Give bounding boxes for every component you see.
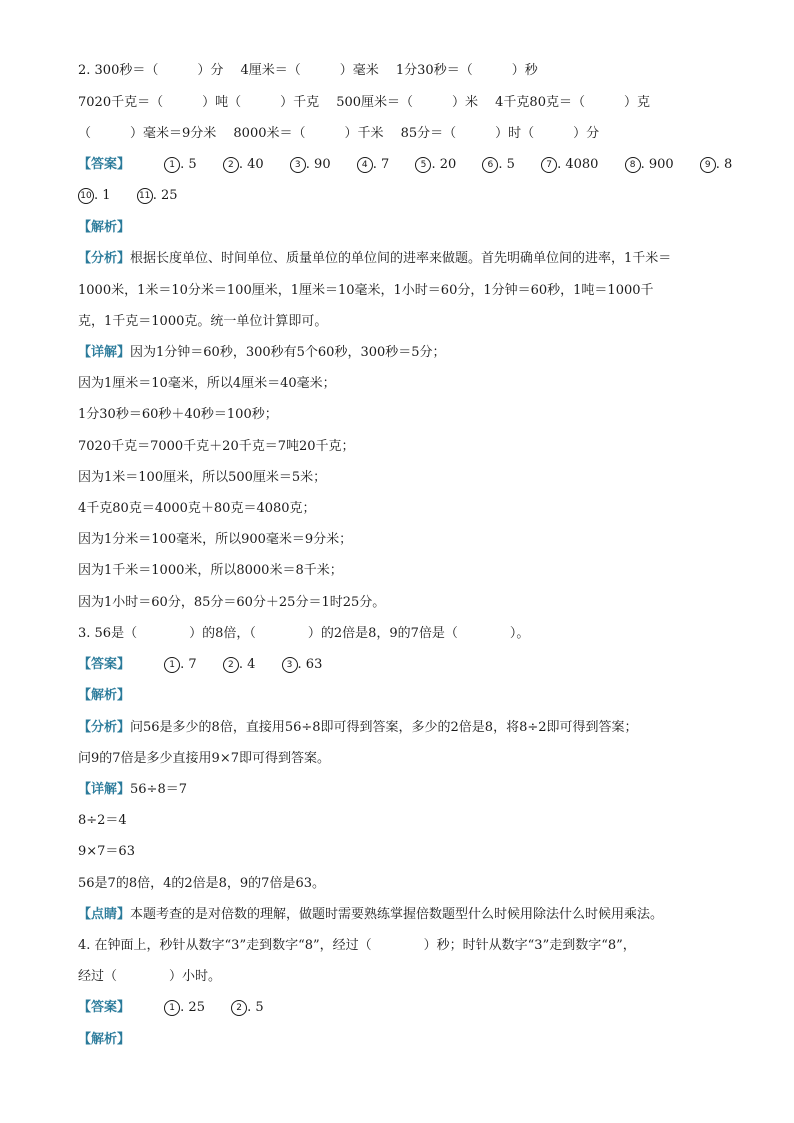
analysis-label: 【分析】 — [78, 720, 131, 735]
circle-number-icon: 8 — [625, 157, 641, 173]
detail-line: 【详解】56÷8＝7 — [78, 782, 187, 797]
answer-item: 4 . 7 — [357, 156, 390, 174]
answer-item: 11 . 25 — [137, 187, 178, 205]
answer-item: 8 . 900 — [625, 156, 674, 174]
answer-item: 9 . 8 — [700, 156, 733, 174]
analysis-line: 克，1千克＝1000克。统一单位计算即可。 — [78, 314, 328, 329]
circle-number-icon: 5 — [415, 157, 431, 173]
answer-label: 【答案】 — [78, 1000, 131, 1015]
q3-answer-row — [78, 656, 728, 674]
analysis-line: 1000米，1米＝10分米＝100厘米，1厘米＝10毫米，1小时＝60分，1分钟＝60秒，1吨＝1000千 — [78, 283, 654, 298]
answer-item: 1 . 5 — [164, 156, 197, 174]
circle-number-icon: 3 — [290, 157, 306, 173]
detail-label: 【详解】 — [78, 345, 131, 360]
circle-number-icon: 2 — [223, 657, 239, 673]
circle-number-icon: 9 — [700, 157, 716, 173]
answer-label: 【答案】 — [78, 657, 131, 672]
detail-line: 【详解】因为1分钟＝60秒，300秒有5个60秒，300秒＝5分； — [78, 345, 446, 360]
answer-item: 10 . 1 — [78, 187, 111, 205]
analysis-line: 【分析】根据长度单位、时间单位、质量单位的单位间的进率来做题。首先明确单位间的进率，1千米＝ — [78, 251, 672, 266]
q3-line-1: 3. 56是（ ）的8倍，（ ）的2倍是8，9的7倍是（ ）。 — [78, 626, 530, 641]
detail-line: 4千克80克＝4000克＋80克＝4080克； — [78, 501, 316, 516]
answer-item: 1 . 7 — [164, 656, 197, 674]
detail-line: 1分30秒＝60秒＋40秒＝100秒； — [78, 407, 278, 422]
detail-label: 【详解】 — [78, 782, 131, 797]
answer-item: 3 . 63 — [282, 656, 323, 674]
detail-line: 因为1厘米＝10毫米，所以4厘米＝40毫米； — [78, 376, 336, 391]
detail-line: 因为1分米＝100毫米，所以900毫米＝9分米； — [78, 532, 353, 547]
analysis-line: 【分析】问56是多少的8倍，直接用56÷8即可得到答案，多少的2倍是8，将8÷2即可得到答案； — [78, 720, 638, 735]
answer-item: 2 . 40 — [223, 156, 264, 174]
detail-line: 因为1小时＝60分，85分＝60分＋25分＝1时25分。 — [78, 595, 386, 610]
circle-number-icon: 6 — [482, 157, 498, 173]
answer-item: 3 . 90 — [290, 156, 331, 174]
q2-line-2: 7020千克＝（ ）吨（ ）千克 500厘米＝（ ）米 4千克80克＝（ ）克 — [78, 95, 650, 110]
tip-label: 【点睛】 — [78, 907, 131, 922]
answer-item: 1 . 25 — [164, 999, 205, 1017]
detail-line: 因为1米＝100厘米，所以500厘米＝5米； — [78, 470, 327, 485]
answer-item: 5 . 20 — [415, 156, 456, 174]
circle-number-icon: 1 — [164, 157, 180, 173]
circle-number-icon: 4 — [357, 157, 373, 173]
answer-item: 2 . 4 — [223, 656, 256, 674]
q4-answer-row — [78, 999, 728, 1017]
q4-line-1: 4. 在钟面上，秒针从数字“3”走到数字“8”，经过（ ）秒；时针从数字“3”走到数字“8”， — [78, 938, 636, 953]
circle-number-icon: 10 — [78, 188, 94, 204]
detail-line: 9×7＝63 — [78, 844, 135, 859]
q2-answer-row-1 — [78, 156, 733, 174]
circle-number-icon: 3 — [282, 657, 298, 673]
circle-number-icon: 2 — [223, 157, 239, 173]
analysis-line: 问9的7倍是多少直接用9×7即可得到答案。 — [78, 751, 330, 766]
answer-item: 2 . 5 — [231, 999, 264, 1017]
detail-line: 8÷2＝4 — [78, 813, 127, 828]
circle-number-icon: 11 — [137, 188, 153, 204]
answer-item: 6 . 5 — [482, 156, 515, 174]
analysis-label: 【分析】 — [78, 251, 131, 266]
q2-line-1: 2. 300秒＝（ ）分 4厘米＝（ ）毫米 1分30秒＝（ ）秒 — [78, 63, 538, 78]
tip-line: 【点睛】本题考查的是对倍数的理解，做题时需要熟练掌握倍数题型什么时候用除法什么时候用乘法。 — [78, 907, 664, 922]
answer-label: 【答案】 — [78, 157, 131, 172]
detail-line: 因为1千米＝1000米，所以8000米＝8千米； — [78, 563, 343, 578]
detail-line: 7020千克＝7000千克＋20千克＝7吨20千克； — [78, 439, 355, 454]
jiexi-label: 【解析】 — [78, 688, 131, 703]
q2-answer-row-2 — [78, 187, 728, 205]
detail-line: 56是7的8倍，4的2倍是8，9的7倍是63。 — [78, 876, 325, 891]
q4-line-2: 经过（ ）小时。 — [78, 969, 222, 984]
answer-item: 7 . 4080 — [541, 156, 598, 174]
q2-line-3: （ ）毫米＝9分米 8000米＝（ ）千米 85分＝（ ）时（ ）分 — [78, 126, 600, 141]
jiexi-label: 【解析】 — [78, 220, 131, 235]
jiexi-label: 【解析】 — [78, 1032, 131, 1047]
circle-number-icon: 1 — [164, 1000, 180, 1016]
circle-number-icon: 7 — [541, 157, 557, 173]
circle-number-icon: 2 — [231, 1000, 247, 1016]
circle-number-icon: 1 — [164, 657, 180, 673]
